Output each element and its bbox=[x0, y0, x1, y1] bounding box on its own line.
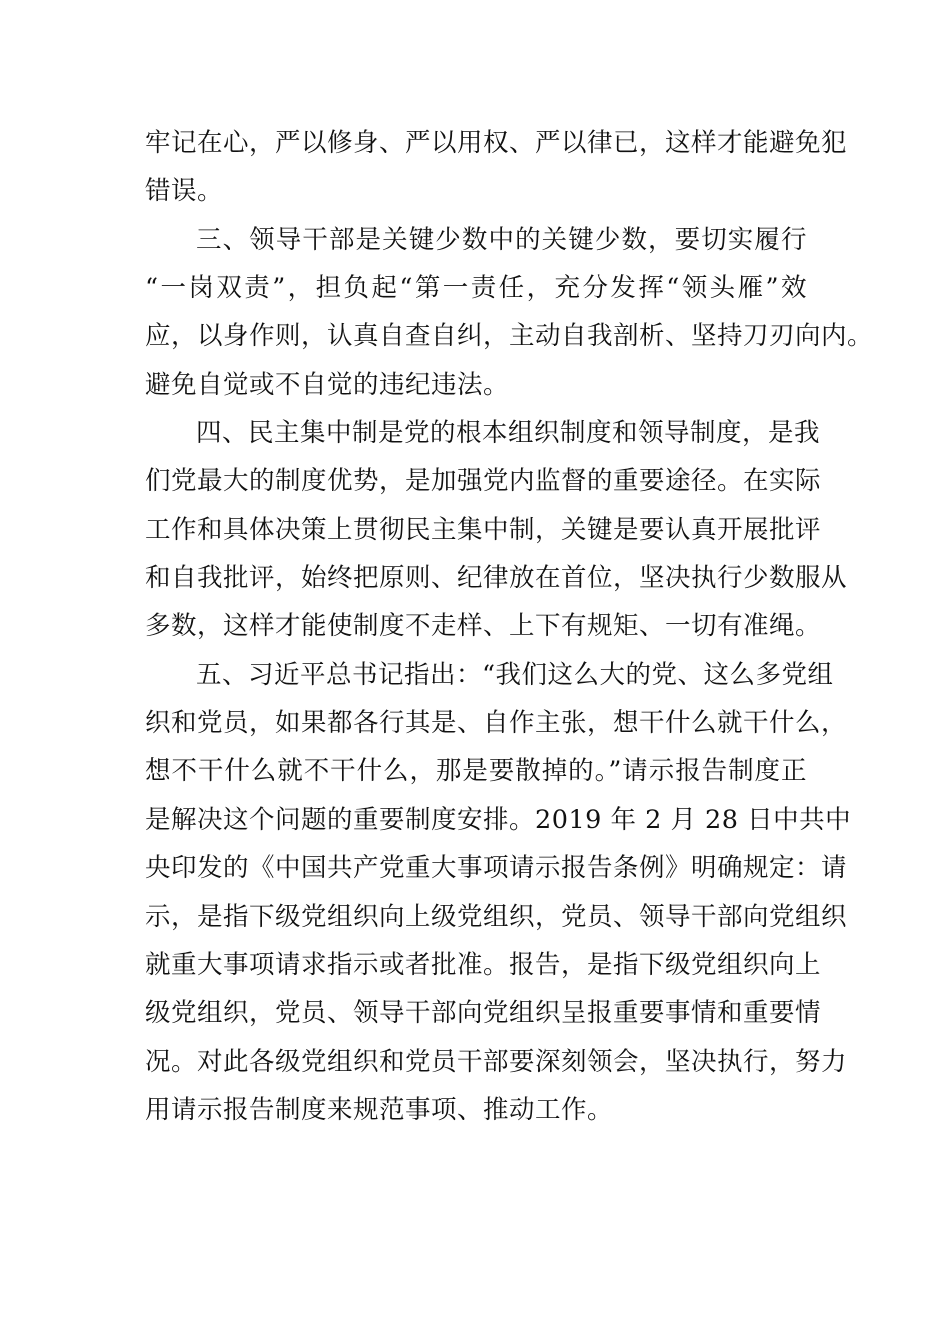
text-line: 避免自觉或不自觉的违纪违法。 bbox=[145, 369, 510, 400]
text-line: 况。对此各级党组织和党员干部要深刻领会，坚决执行，努力 bbox=[145, 1046, 848, 1077]
text-line: 工作和具体决策上贯彻民主集中制，关键是要认真开展批评 bbox=[145, 514, 822, 545]
text-line: 错误。 bbox=[145, 176, 224, 207]
text-line: 示，是指下级党组织向上级党组织，党员、领导干部向党组织 bbox=[145, 901, 848, 932]
text-line: 是解决这个问题的重要制度安排。2019 年 2 月 28 日中共中 bbox=[145, 804, 852, 835]
paragraph bbox=[145, 409, 848, 651]
text-line: 五、习近平总书记指出：“我们这么大的党、这么多党组 bbox=[196, 659, 834, 690]
text-line: 想不干什么就不干什么，那是要散掉的。”请示报告制度正 bbox=[145, 756, 807, 787]
text-line: 央印发的《中国共产党重大事项请示报告条例》明确规定：请 bbox=[145, 853, 848, 884]
text-line: 用请示报告制度来规范事项、推动工作。 bbox=[145, 1094, 614, 1125]
paragraph bbox=[145, 216, 874, 409]
text-line: 牢记在心，严以修身、严以用权、严以律已，这样才能避免犯 bbox=[145, 128, 848, 158]
text-line: 们党最大的制度优势，是加强党内监督的重要途径。在实际 bbox=[145, 466, 822, 497]
text-line: 就重大事项请求指示或者批准。报告，是指下级党组织向上 bbox=[145, 949, 822, 980]
text-line: 织和党员，如果都各行其是、自作主张，想干什么就干什么， bbox=[145, 708, 848, 739]
text-line: “一岗双责”，担负起“第一责任，充分发挥“领头雁”效 bbox=[145, 273, 807, 304]
text-line: 四、民主集中制是党的根本组织制度和领导制度，是我 bbox=[196, 418, 821, 449]
text-line: 三、领导干部是关键少数中的关键少数，要切实履行 bbox=[196, 224, 807, 255]
text-line: 应，以身作则，认真自查自纠，主动自我剖析、坚持刀刃向内。 bbox=[145, 321, 874, 352]
text-line: 和自我批评，始终把原则、纪律放在首位，坚决执行少数服从 bbox=[145, 563, 848, 594]
paragraph bbox=[145, 119, 848, 216]
document-body bbox=[145, 119, 874, 1134]
text-line: 级党组织，党员、领导干部向党组织呈报重要事情和重要情 bbox=[145, 998, 822, 1029]
text-line: 多数，这样才能使制度不走样、上下有规矩、一切有准绳。 bbox=[145, 611, 822, 642]
paragraph bbox=[145, 651, 852, 1134]
